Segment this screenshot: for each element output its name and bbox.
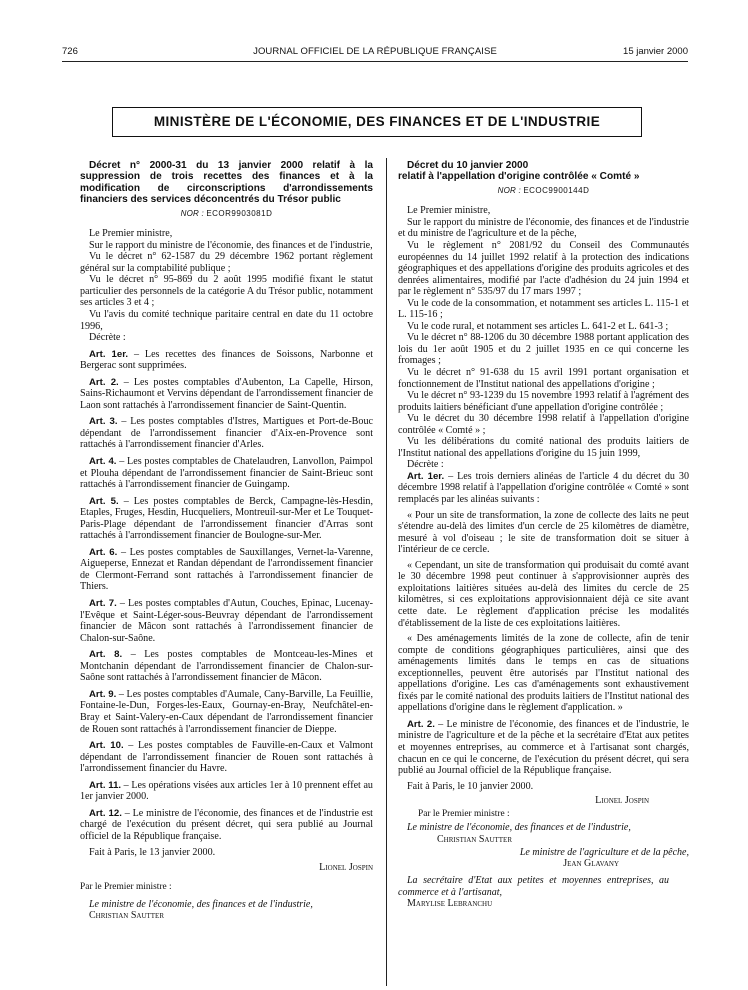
nor-label: NOR : — [497, 185, 521, 195]
intro-paragraph: Sur le rapport du ministre de l'économie, des finances et de l'industrie, — [89, 239, 373, 251]
signature-role: Le ministre de l'économie, des finances et de l'industrie, — [89, 899, 313, 911]
countersignature — [398, 822, 689, 845]
nor-code: ECOR9903081D — [206, 208, 273, 218]
decree-title — [398, 160, 689, 183]
par-le-premier-ministre: Par le Premier ministre : — [418, 808, 510, 819]
article-label: Art. 3. — [89, 416, 118, 428]
signature-name: Christian Sautter — [89, 910, 165, 922]
article-text: – Les postes comptables d'Autun, Couches, Epinac, Lucenay-l'Evêque et Saint-Léger-sous-Beuvray dépendant de l'arrondissement financier de Mâcon sont rattachés à l'arrondissement financier de Chalon-sur-Saône. — [80, 598, 373, 644]
signer-name: Lionel Jospin — [319, 861, 373, 873]
par-le-premier-ministre: Par le Premier ministre : — [80, 881, 172, 892]
countersignature — [398, 847, 689, 870]
nor-code: ECOC9900144D — [523, 185, 590, 195]
decrete-heading: Décrète : — [89, 332, 126, 344]
article — [398, 471, 689, 506]
countersignature — [80, 899, 373, 922]
article-text: – Les postes comptables de Chatelaudren, Lanvollon, Paimpol et Plouha dépendant de l'arrondissement financier de Saint-Brieuc sont rattachés à l'arrondissement financier de Guingamp. — [80, 456, 373, 491]
issue-date: 15 janvier 2000 — [623, 46, 688, 57]
article — [80, 547, 373, 593]
article — [80, 780, 373, 803]
article-label: Art. 8. — [89, 649, 123, 661]
article-label: Art. 7. — [89, 598, 117, 610]
intro-paragraph: Vu le décret n° 91-638 du 15 avril 1991 portant organisation et fonctionnement de l'Institut national des appellations d'origine ; — [398, 367, 689, 390]
quoted-paragraph: « Cependant, un site de transformation qui produisait du comté avant le 30 décembre 1998 peut continuer à s'approvisionner auprès des exploitations laitières situées au-delà des limites du cercle de 25 kilomètres, si ces exploitations approvisionnaient déjà ce site avant cette date. Le règlement d'application précise les modalités d'établissement de la liste de ces exploitations laitières. — [398, 559, 689, 629]
article-label: Art. 1er. — [89, 348, 129, 360]
nor-label: NOR : — [180, 208, 204, 218]
article-text: – Les opérations visées aux articles 1er à 10 prennent effet au 1er janvier 2000. — [80, 779, 373, 803]
intro-paragraph: Vu l'avis du comité technique paritaire central en date du 11 octobre 1996, — [80, 309, 373, 332]
decree-title-line: Décret du 10 janvier 2000 — [407, 160, 529, 171]
right-column — [398, 160, 689, 909]
done-at: Fait à Paris, le 10 janvier 2000. — [407, 780, 534, 792]
intro-paragraph: Vu le décret n° 88-1206 du 30 décembre 1988 portant application des lois du 1er août 1905 et du 2 juillet 1935 en ce qui concerne les fromages ; — [398, 332, 689, 367]
article-text: – Le ministre de l'économie, des finances et de l'industrie est chargé de l'exécution du présent décret, qui sera publié au Journal officiel de la République française. — [80, 807, 373, 842]
intro-paragraph: Vu le décret du 30 décembre 1998 relatif à l'appellation d'origine contrôlée « Comté » ; — [398, 413, 689, 436]
signature-role: La secrétaire d'Etat aux petites et moyennes entreprises, au commerce et à l'artisanat, — [398, 875, 669, 898]
article-text: – Les postes comptables de Montceau-les-Mines et Montchanin dépendant de l'arrondissement financier de Chalon-sur-Saône sont rattachés à l'arrondissement financier de Mâcon. — [80, 649, 373, 684]
article-label: Art. 9. — [89, 688, 117, 700]
signature-role: Le ministre de l'économie, des finances et de l'industrie, — [407, 822, 631, 834]
article-label: Art. 10. — [89, 740, 124, 752]
article — [80, 416, 373, 451]
signer-name: Lionel Jospin — [595, 795, 649, 807]
article-text: – Les postes comptables d'Istres, Martigues et Port-de-Bouc dépendant de l'arrondissement financier d'Aix-en-Provence sont rattachés à l'arrondissement financier d'Arles. — [80, 416, 373, 451]
article — [80, 377, 373, 412]
intro-paragraph: Sur le rapport du ministre de l'économie, des finances et de l'industrie et du ministre de l'agriculture et de la pêche, — [398, 216, 689, 240]
journal-title: JOURNAL OFFICIEL DE LA RÉPUBLIQUE FRANÇAISE — [253, 46, 497, 57]
article — [80, 598, 373, 644]
decree-title: Décret n° 2000-31 du 13 janvier 2000 relatif à la suppression de trois recettes des finances et à la modification de circonscriptions d'arrondissements financiers des services déconcentrés du Trésor public — [80, 160, 373, 206]
running-header — [62, 46, 688, 60]
header-rule — [62, 61, 688, 62]
article — [80, 740, 373, 775]
article — [80, 689, 373, 735]
article-text: – Les postes comptables d'Aubenton, La Capelle, Hirson, Sains-Richaumont et Vervins dépendant de l'arrondissement financier de Laon sont rattachés à l'arrondissement financier de Saint-Quentin. — [80, 376, 373, 411]
intro-paragraph: Vu le décret n° 62-1587 du 29 décembre 1962 portant règlement général sur la comptabilité publique ; — [80, 251, 373, 274]
countersignature — [398, 875, 689, 909]
decrete-heading: Décrète : — [407, 459, 444, 471]
article-text: – Les trois derniers alinéas de l'article 4 du décret du 30 décembre 1998 relatif à l'appellation d'origine contrôlée « Comté » sont remplacés par les alinéas suivants : — [398, 470, 689, 506]
article-text: – Les postes comptables de Fauville-en-Caux et Valmont dépendant de l'arrondissement financier de Rouen sont rattachés à l'arrondissement financier du Havre. — [80, 740, 373, 775]
nor-reference — [398, 185, 689, 197]
article — [80, 808, 373, 843]
article — [80, 496, 373, 542]
article-text: – Les postes comptables d'Aumale, Cany-Barville, La Feuillie, Fontaine-le-Dun, Forges-les-Eaux, Gournay-en-Bray, Neufchâtel-en-Bray et Saint-Valery-en-Caux dépendant de l'arrondissement financier de Rouen sont rattachés à l'arrondissement financier de Dieppe. — [80, 688, 373, 735]
intro-paragraph: Vu le code de la consommation, et notamment ses articles L. 115-1 et L. 115-16 ; — [398, 297, 689, 321]
intro-paragraph: Le Premier ministre, — [407, 205, 491, 217]
intro-paragraph: Vu les délibérations du comité national des produits laitiers de l'Institut national des appellations d'origine du 15 juin 1999, — [398, 436, 689, 459]
article-label: Art. 5. — [89, 495, 119, 507]
intro-paragraph: Vu le règlement n° 2081/92 du Conseil des Communautés européennes du 14 juillet 1992 relatif à la protection des indications géographiques et des appellations d'origine des produits agricoles et des denrées alimentaires, modifié par l'acte d'adhésion du 24 juin 1994 et par le règlement n° 535/97 du 17 mars 1997 ; — [398, 240, 689, 298]
quoted-paragraph: « Des aménagements limités de la zone de collecte, afin de tenir compte de conditions géographiques particulières, ainsi que des aménagements limités dans le temps en cas de situations exceptionnelles, peuvent être autorisés par l'Institut national des appellations d'origine. Les cas d'aménagements sont exhaustivement fixés par le comité national des produits laitiers de l'Institut national des appellations d'origine dans le règlement d'application. » — [398, 633, 689, 714]
article-text: – Le ministre de l'économie, des finances et de l'industrie, le ministre de l'agriculture et de la pêche et la secrétaire d'Etat aux petites et moyennes entreprises, au commerce et à l'artisanat sont chargés, chacun en ce qui le concerne, de l'exécution du présent décret, qui sera publié au Journal officiel de la République française. — [398, 718, 689, 777]
article-text: – Les postes comptables de Berck, Campagne-lès-Hesdin, Etaples, Fruges, Hesdin, Hucqueliers, Montreuil-sur-Mer et Le Touquet-Paris-Plage dépendant de l'arrondissement financier d'Arras sont rattachés à l'arrondissement financier de Boulogne-sur-Mer. — [80, 495, 373, 542]
article-text: – Les recettes des finances de Soissons, Narbonne et Bergerac sont supprimées. — [80, 348, 373, 372]
nor-reference — [80, 208, 373, 220]
article-label: Art. 11. — [89, 779, 122, 791]
article-label: Art. 4. — [89, 456, 117, 468]
article — [80, 456, 373, 491]
signature-name: Marylise Lebranchu — [407, 898, 493, 910]
article-text: – Les postes comptables de Sauxillanges, Vernet-la-Varenne, Aigueperse, Ennezat et Randan dépendant de l'arrondissement financier de Clermont-Ferrand sont rattachés à l'arrondissement financier de Thiers. — [80, 546, 373, 593]
intro-paragraph: Le Premier ministre, — [89, 228, 173, 240]
article — [398, 719, 689, 777]
ministry-heading: MINISTÈRE DE L'ÉCONOMIE, DES FINANCES ET DE L'INDUSTRIE — [112, 107, 642, 137]
signature-name: Christian Sautter — [437, 833, 513, 845]
article-label: Art. 2. — [89, 376, 119, 388]
intro-paragraph: Vu le décret n° 93-1239 du 15 novembre 1993 relatif à l'agrément des produits laitiers bénéficiant d'une appellation d'origine contrôlée ; — [398, 390, 689, 413]
article-label: Art. 1er. — [407, 470, 445, 482]
signature-role: Le ministre de l'agriculture et de la pêche, — [519, 846, 689, 858]
intro-paragraph: Vu le décret n° 95-869 du 2 août 1995 modifié fixant le statut particulier des personnels de la catégorie A du Trésor public, notamment ses articles 3 et 4 ; — [80, 274, 373, 309]
quoted-paragraph: « Pour un site de transformation, la zone de collecte des laits ne peut s'étendre au-delà des limites d'un cercle de 25 kilomètres de diamètre, mesuré à vol d'oiseau ; le site de transformation doit se situer à l'intérieur de ce cercle. — [398, 509, 689, 556]
article — [80, 349, 373, 372]
article — [80, 649, 373, 684]
signature-name: Jean Glavany — [563, 858, 619, 870]
article-label: Art. 6. — [89, 546, 118, 558]
intro-paragraph: Vu le code rural, et notamment ses articles L. 641-2 et L. 641-3 ; — [407, 320, 669, 332]
done-at: Fait à Paris, le 13 janvier 2000. — [89, 847, 216, 859]
column-divider — [386, 158, 387, 986]
decree-title-line: relatif à l'appellation d'origine contrôlée « Comté » — [398, 171, 640, 183]
article-label: Art. 2. — [407, 718, 435, 730]
article-label: Art. 12. — [89, 807, 122, 819]
left-column — [80, 160, 373, 922]
page-number: 726 — [62, 46, 78, 57]
